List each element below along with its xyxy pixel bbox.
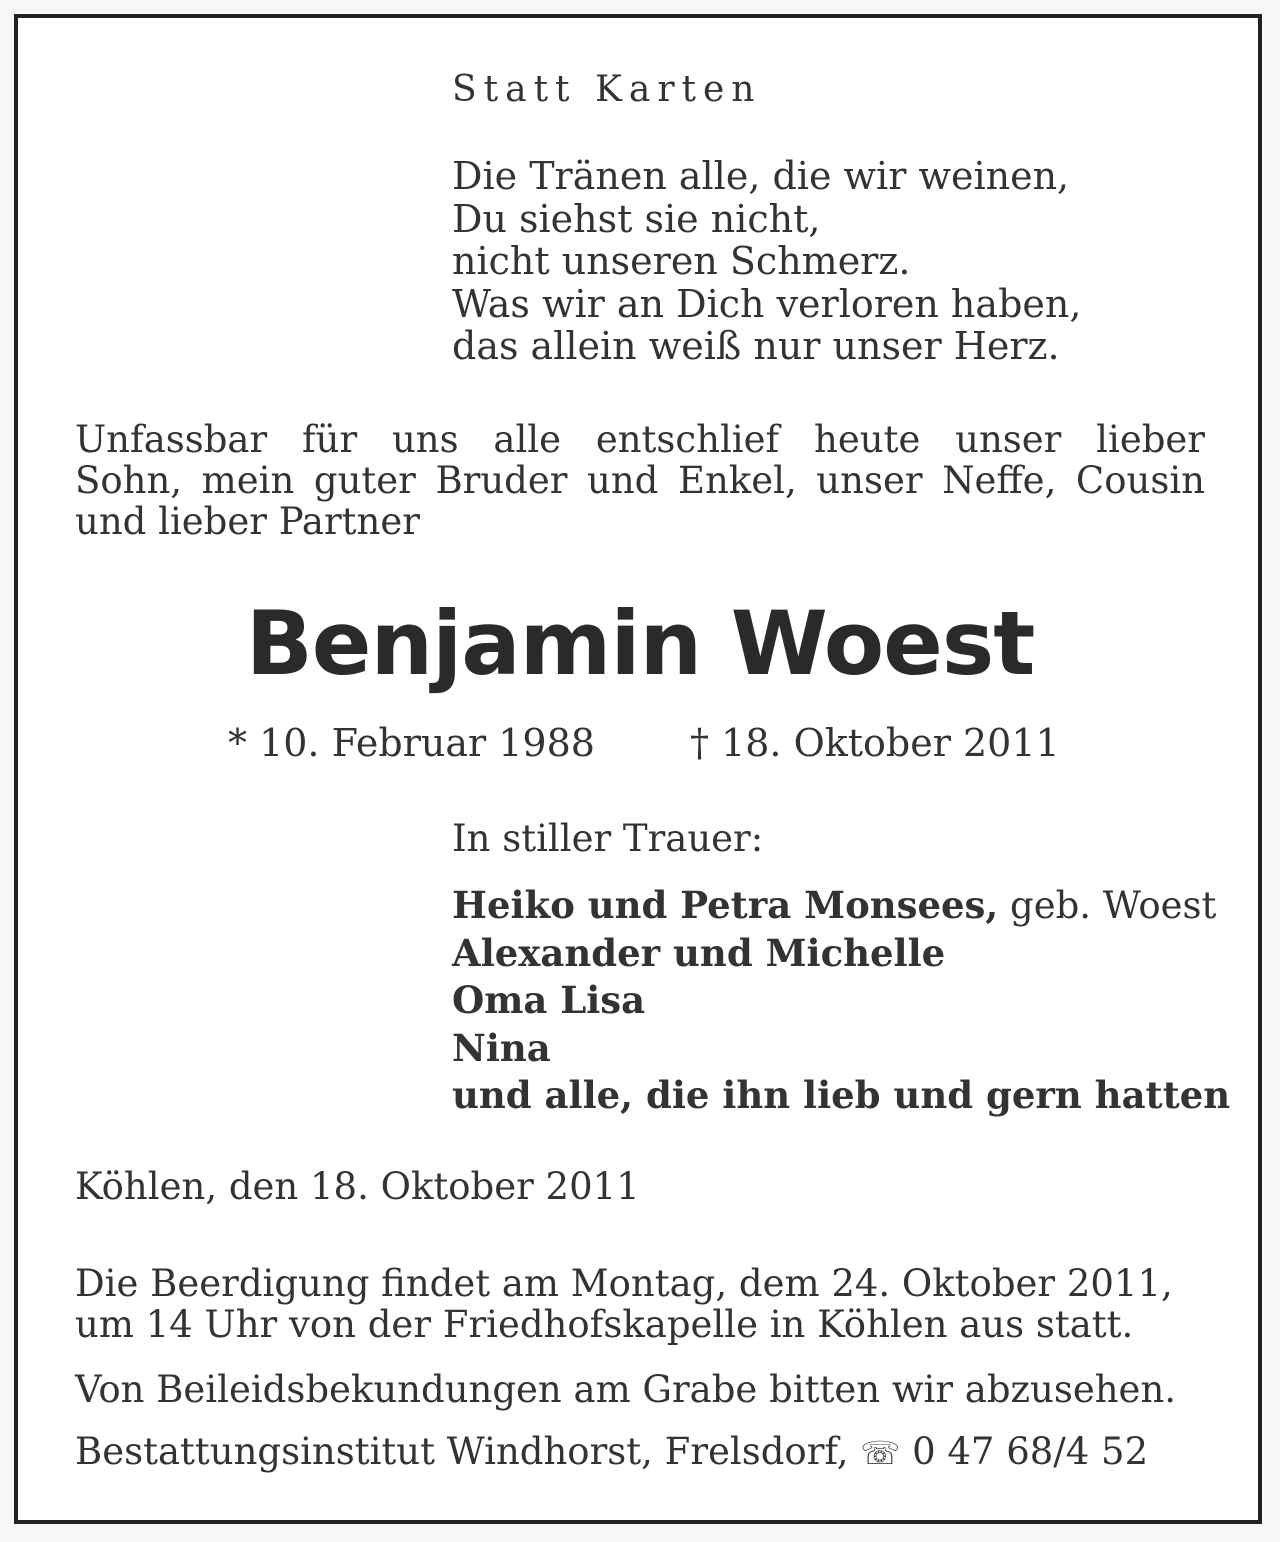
notice-header: Statt Karten	[452, 69, 762, 110]
mourner-row	[452, 930, 1230, 978]
condolence-note: Von Beileidsbekundungen am Grabe bitten wir abzusehen.	[75, 1368, 1177, 1411]
mourner-name: und alle, die ihn lieb und gern hatten	[452, 1073, 1231, 1117]
telephone-icon: ☏	[860, 1434, 901, 1472]
undertaker-name: Bestattungsinstitut Windhorst, Frelsdorf,	[75, 1430, 861, 1473]
intro-line: Sohn, mein guter Bruder und Enkel, unser Neffe, Cousin	[75, 459, 1205, 502]
poem-line: Die Tränen alle, die wir weinen,	[452, 154, 1070, 198]
mourner-name: Oma Lisa	[452, 978, 646, 1022]
place-date: Köhlen, den 18. Oktober 2011	[75, 1165, 640, 1208]
funeral-info	[75, 1263, 1173, 1345]
deceased-name: Benjamin Woest	[245, 592, 1035, 695]
funeral-line: Die Beerdigung findet am Montag, dem 24. Oktober 2011,	[75, 1262, 1173, 1305]
mourner-row	[452, 1072, 1230, 1120]
mourner-name: Alexander und Michelle	[452, 930, 946, 975]
poem	[452, 155, 1081, 368]
intro-paragraph	[75, 419, 1205, 542]
mourning-intro: In stiller Trauer:	[452, 817, 764, 860]
mourner-row	[452, 882, 1230, 930]
undertaker-line	[75, 1430, 1149, 1473]
mourners-list	[452, 882, 1230, 1120]
mourner-note: geb. Woest	[998, 884, 1217, 927]
mourner-name: Heiko und Petra Monsees,	[452, 883, 999, 927]
phone-number: 0 47 68/4 52	[912, 1430, 1149, 1473]
mourner-row	[452, 1025, 1230, 1073]
poem-line: Du siehst sie nicht,	[452, 196, 821, 241]
intro-line: Unfassbar für uns alle entschlief heute unser lieber	[75, 418, 1205, 461]
mourner-row	[452, 977, 1230, 1025]
funeral-line: um 14 Uhr von der Friedhofskapelle in Köhlen aus statt.	[75, 1303, 1134, 1346]
poem-line: nicht unseren Schmerz.	[452, 239, 911, 283]
poem-line: das allein weiß nur unser Herz.	[452, 324, 1060, 368]
poem-line: Was wir an Dich verloren haben,	[452, 281, 1082, 326]
mourner-name: Nina	[452, 1025, 551, 1070]
birth-date: * 10. Februar 1988	[228, 721, 595, 765]
intro-line: und lieber Partner	[75, 500, 420, 543]
death-date: † 18. Oktober 2011	[690, 721, 1060, 765]
